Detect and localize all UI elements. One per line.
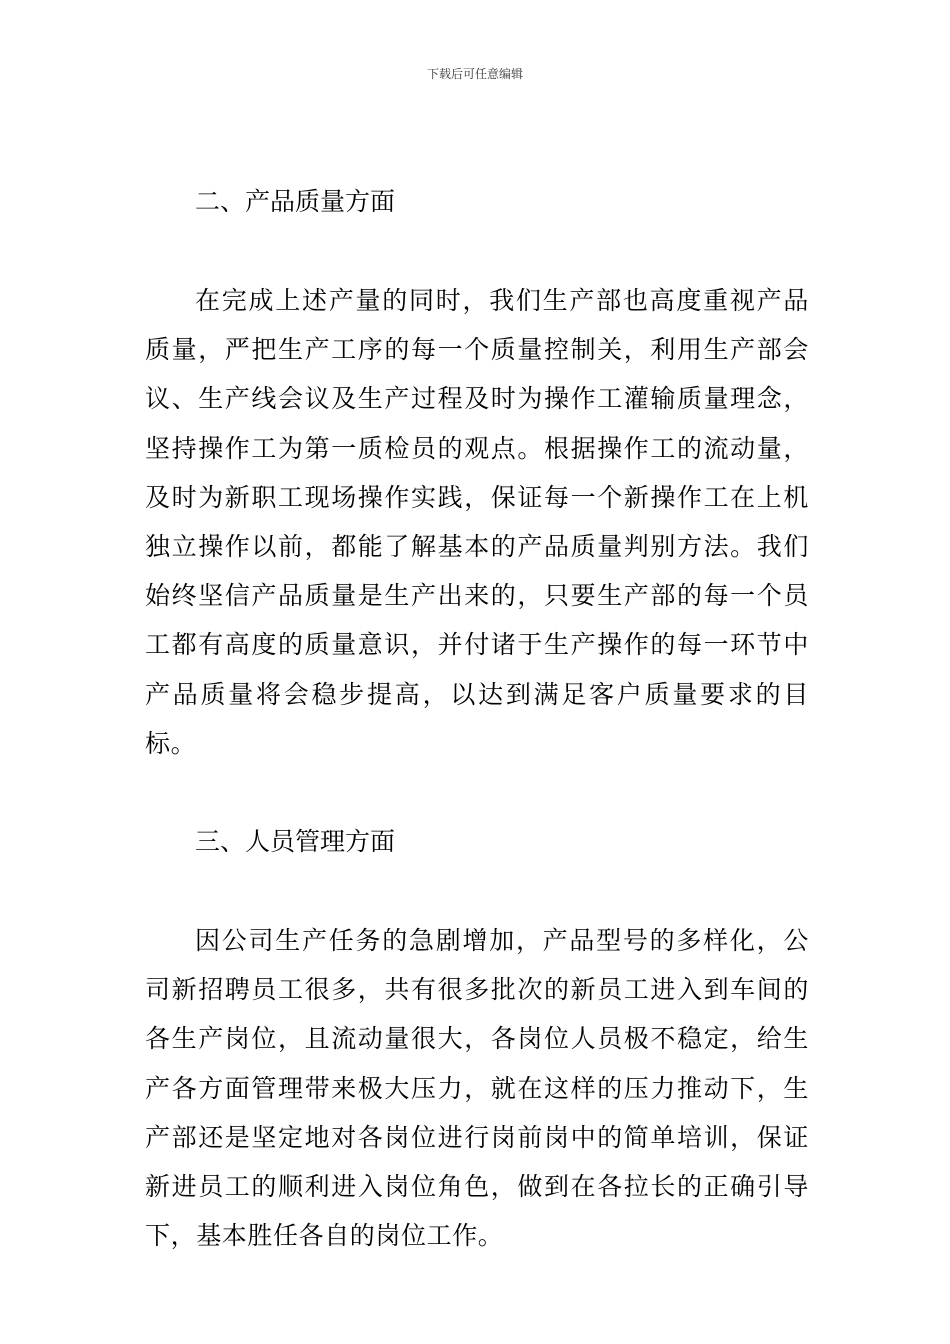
section-heading-personnel-management: 三、人员管理方面: [195, 827, 396, 857]
spacer: [145, 768, 809, 818]
document-body: [145, 178, 809, 1260]
section-paragraph-product-quality: 在完成上述产量的同时，我们生产部也高度重视产品质量，严把生产工序的每一个质量控制关，利用生产部会议、生产线会议及生产过程及时为操作工灌输质量理念，坚持操作工为第一质检员的观点。根据操作工的流动量，及时为新职工现场操作实践，保证每一个新操作工在上机独立操作以前，都能了解基本的产品质量判别方法。我们始终坚信产品质量是生产出来的，只要生产部的每一个员工都有高度的质量意识，并付诸于生产操作的每一环节中产品质量将会稳步提高，以达到满足客户质量要求的目标。: [145, 286, 809, 758]
section-paragraph-personnel-management: 因公司生产任务的急剧增加，产品型号的多样化，公司新招聘员工很多，共有很多批次的新员工进入到车间的各生产岗位，且流动量很大，各岗位人员极不稳定，给生产各方面管理带来极大压力，就在这样的压力推动下，生产部还是坚定地对各岗位进行岗前岗中的简单培训，保证新进员工的顺利进入岗位角色，做到在各拉长的正确引导下，基本胜任各自的岗位工作。: [145, 926, 809, 1251]
section-heading-product-quality: 二、产品质量方面: [195, 187, 396, 216]
spacer: [145, 866, 809, 916]
spacer: [145, 226, 809, 276]
header-note: 下载后可任意编辑: [426, 67, 523, 81]
